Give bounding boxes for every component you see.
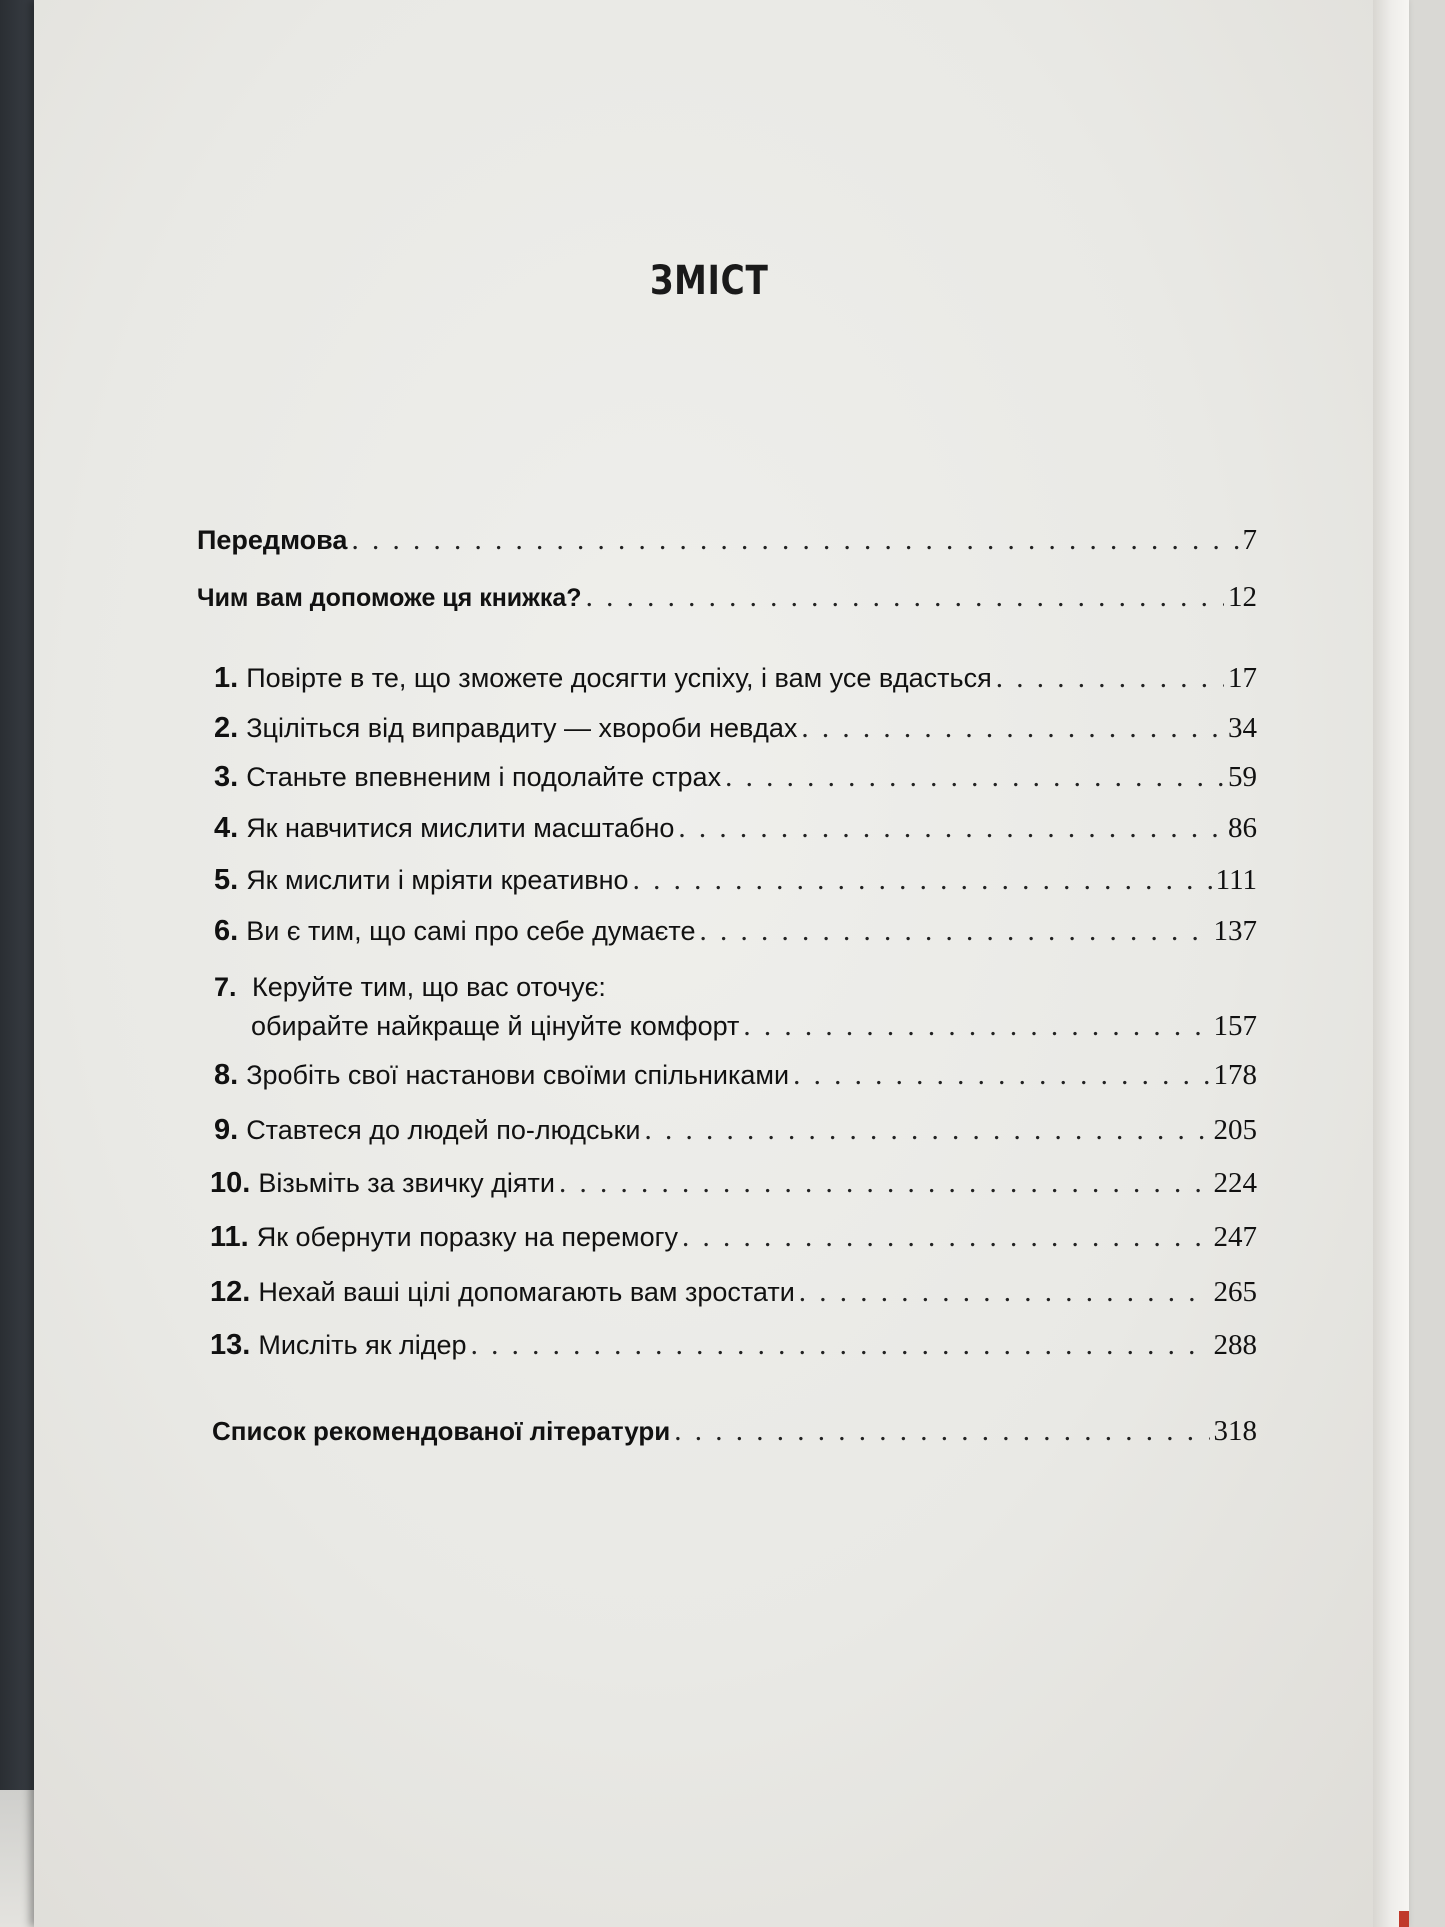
- toc-page-number: 318: [1213, 1415, 1257, 1447]
- toc-chapter-2: [214, 711, 1257, 745]
- dot-leader: [645, 1113, 1210, 1147]
- dot-leader: [351, 523, 1238, 557]
- toc-page-number: 224: [1213, 1167, 1257, 1199]
- toc-chapter-8: [214, 1058, 1257, 1092]
- toc-page-number: 12: [1228, 581, 1257, 613]
- toc-page-number: 86: [1228, 812, 1257, 844]
- chapter-number: 7.: [214, 972, 237, 1002]
- chapter-title: Як навчитися мислити масштабно: [246, 813, 675, 843]
- toc-page-number: 157: [1213, 1010, 1257, 1042]
- page-title: ЗМІСТ: [650, 258, 769, 304]
- chapter-title: Ви є тим, що самі про себе думаєте: [246, 916, 696, 946]
- chapter-title: Як мислити і мріяти креативно: [246, 865, 629, 895]
- toc-chapter-11: [210, 1220, 1257, 1254]
- toc-chapter-10: [210, 1166, 1257, 1200]
- toc-page-number: 247: [1213, 1221, 1257, 1253]
- toc-chapter-5: [214, 863, 1257, 897]
- chapter-title: Мисліть як лідер: [258, 1330, 467, 1360]
- toc-page-number: 34: [1228, 712, 1257, 744]
- toc-chapter-3: [214, 760, 1257, 794]
- dot-leader: [682, 1220, 1210, 1254]
- chapter-title: Візьміть за звичку діяти: [258, 1168, 555, 1198]
- chapter-number: 6.: [214, 915, 239, 947]
- chapter-number: 2.: [214, 712, 239, 744]
- toc-entry-label: Передмова: [197, 525, 348, 555]
- chapter-title-line2: обирайте найкраще й цінуйте комфорт: [251, 1011, 740, 1041]
- toc-chapter-4: [214, 811, 1257, 845]
- toc-chapter-6: [214, 914, 1257, 948]
- chapter-number: 4.: [214, 812, 239, 844]
- chapter-number: 8.: [214, 1059, 239, 1091]
- chapter-number: 11.: [210, 1221, 249, 1253]
- dot-leader: [633, 863, 1212, 897]
- dot-leader: [674, 1414, 1209, 1448]
- dot-leader: [559, 1166, 1210, 1200]
- toc-page-number: 59: [1228, 761, 1257, 793]
- toc-page-number: 265: [1213, 1276, 1257, 1308]
- dot-leader: [700, 914, 1210, 948]
- dot-leader: [678, 811, 1224, 845]
- chapter-number: 13.: [210, 1329, 251, 1361]
- toc-entry-label: Чим вам допоможе ця книжка?: [197, 584, 582, 612]
- toc-page-number: 288: [1213, 1329, 1257, 1361]
- toc-entry-foreword: [197, 523, 1257, 557]
- dot-leader: [586, 580, 1224, 614]
- chapter-number: 12.: [210, 1276, 251, 1308]
- dot-leader: [793, 1058, 1209, 1092]
- toc-entry-how-book-helps: [197, 580, 1257, 615]
- dot-leader: [996, 661, 1224, 695]
- chapter-title: Ставтеся до людей по-людськи: [246, 1115, 641, 1145]
- toc-entry-label: Список рекомендованої літератури: [212, 1416, 671, 1446]
- toc-entry-bibliography: [212, 1414, 1257, 1448]
- chapter-title: Керуйте тим, що вас оточує:: [252, 972, 606, 1002]
- toc-chapter-7-line1: [214, 972, 606, 1003]
- chapter-title: Повірте в те, що зможете досягти успіху, і вам усе вдасться: [246, 663, 992, 693]
- chapter-title: Станьте впевненим і подолайте страх: [246, 762, 722, 792]
- chapter-number: 1.: [214, 662, 239, 694]
- toc-chapter-7: [251, 1009, 1257, 1043]
- chapter-title: Як обернути поразку на перемогу: [256, 1222, 678, 1252]
- dot-leader: [799, 1275, 1210, 1309]
- toc-page-number: 17: [1228, 662, 1257, 694]
- chapter-title: Зціліться від виправдиту — хвороби невдах: [246, 713, 798, 743]
- toc-page-number: 111: [1215, 864, 1257, 896]
- chapter-number: 9.: [214, 1114, 239, 1146]
- chapter-number: 3.: [214, 761, 239, 793]
- chapter-number: 10.: [210, 1167, 251, 1199]
- toc-page-number: 137: [1213, 915, 1257, 947]
- dot-leader: [725, 760, 1224, 794]
- toc-chapter-13: [210, 1328, 1257, 1362]
- toc-page-number: 7: [1242, 524, 1257, 556]
- dot-leader: [471, 1328, 1210, 1362]
- chapter-title: Зробіть свої настанови своїми спільниками: [246, 1060, 790, 1090]
- chapter-title: Нехай ваші цілі допомагають вам зростати: [258, 1277, 795, 1307]
- chapter-number: 5.: [214, 864, 239, 896]
- toc-page-number: 205: [1213, 1114, 1257, 1146]
- toc-chapter-12: [210, 1275, 1257, 1309]
- toc-page-number: 178: [1213, 1059, 1257, 1091]
- toc-chapter-9: [214, 1113, 1257, 1147]
- dot-leader: [743, 1009, 1209, 1043]
- dot-leader: [801, 711, 1224, 745]
- toc-chapter-1: [214, 661, 1257, 695]
